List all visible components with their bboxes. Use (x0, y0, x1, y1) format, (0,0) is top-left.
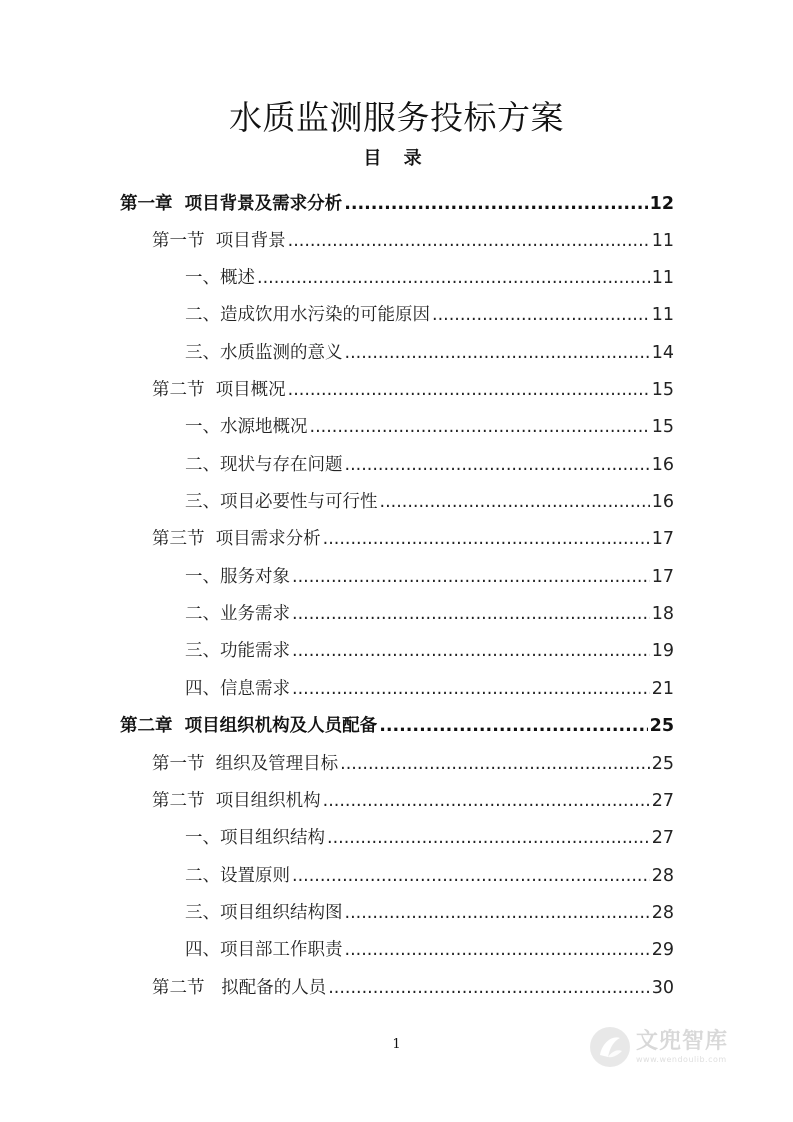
toc-entry-subsection[interactable] (185, 483, 674, 513)
toc-leader-dots (292, 566, 650, 588)
toc-entry-subsection[interactable] (185, 632, 674, 662)
toc-entry-subsection[interactable] (185, 894, 674, 924)
toc-entry-subsection[interactable] (185, 558, 674, 588)
toc-entry-page: 27 (651, 828, 674, 848)
toc-entry-page: 28 (651, 903, 674, 923)
toc-leader-dots (292, 865, 650, 887)
toc-heading: 目 录 (363, 148, 430, 169)
toc-entry-subsection[interactable] (185, 931, 674, 961)
toc-entry-label: 第一节 项目背景 (152, 231, 286, 251)
toc-leader-dots (380, 491, 650, 513)
toc-leader-dots (323, 528, 650, 550)
toc-entry-label: 一、水源地概况 (185, 417, 308, 437)
toc-entry-label: 一、服务对象 (185, 567, 290, 587)
toc-entry-label: 二、现状与存在问题 (185, 455, 343, 475)
toc-entry-subsection[interactable] (185, 819, 674, 849)
toc-leader-dots (379, 715, 647, 737)
toc-leader-dots (257, 267, 650, 289)
toc-entry-label: 三、项目必要性与可行性 (185, 492, 378, 512)
toc-leader-dots (432, 304, 650, 326)
wendou-logo-icon (588, 1025, 632, 1069)
toc-entry-label: 一、概述 (185, 268, 255, 288)
toc-entry-page: 11 (651, 268, 674, 288)
toc-leader-dots (327, 827, 650, 849)
toc-entry-page: 25 (649, 716, 674, 736)
toc-leader-dots (345, 939, 650, 961)
toc-leader-dots (292, 640, 650, 662)
toc-entry-subsection[interactable] (185, 296, 674, 326)
page-title: 水质监测服务投标方案 (229, 98, 564, 137)
toc-entry-label: 一、项目组织结构 (185, 828, 325, 848)
toc-entry-subsection[interactable] (185, 670, 674, 700)
toc-entry-subsection[interactable] (185, 259, 674, 289)
toc-entry-section[interactable] (152, 782, 674, 812)
toc-entry-page: 14 (651, 343, 674, 363)
toc-entry-section[interactable] (152, 520, 674, 550)
toc-leader-dots (323, 790, 650, 812)
toc-entry-label: 第二节 项目组织机构 (152, 791, 321, 811)
toc-entry-page: 17 (651, 529, 674, 549)
toc-entry-label: 第二章 项目组织机构及人员配备 (120, 716, 378, 736)
toc-entry-chapter-2[interactable] (120, 707, 674, 737)
watermark (588, 1022, 728, 1072)
toc-entry-page: 15 (651, 380, 674, 400)
toc-entry-page: 16 (651, 455, 674, 475)
toc-entry-label: 三、功能需求 (185, 641, 290, 661)
watermark-text: 文兜智库 (636, 1029, 729, 1054)
toc-entry-subsection[interactable] (185, 595, 674, 625)
toc-entry-section[interactable] (152, 371, 674, 401)
toc-leader-dots (292, 603, 650, 625)
toc-entry-label: 第一章 项目背景及需求分析 (120, 194, 343, 214)
toc-leader-dots (345, 902, 650, 924)
toc-entry-subsection[interactable] (185, 446, 674, 476)
toc-entry-label: 三、项目组织结构图 (185, 903, 343, 923)
toc-entry-page: 19 (651, 641, 674, 661)
toc-entry-page: 28 (651, 866, 674, 886)
toc-entry-label: 四、信息需求 (185, 679, 290, 699)
toc-entry-label: 第二节 拟配备的人员 (152, 978, 327, 998)
toc-entry-section[interactable] (152, 969, 674, 999)
toc-entry-label: 二、业务需求 (185, 604, 290, 624)
toc-entry-subsection[interactable] (185, 857, 674, 887)
toc-entry-page: 21 (651, 679, 674, 699)
toc-entry-page: 11 (651, 231, 674, 251)
toc-entry-page: 27 (651, 791, 674, 811)
toc-entry-page: 25 (651, 754, 674, 774)
toc-entry-label: 第一节 组织及管理目标 (152, 754, 339, 774)
toc-entry-label: 二、设置原则 (185, 866, 290, 886)
toc-leader-dots (292, 678, 650, 700)
toc-entry-page: 15 (651, 417, 674, 437)
toc-leader-dots (340, 753, 650, 775)
toc-entry-section[interactable] (152, 745, 674, 775)
toc-leader-dots (328, 977, 650, 999)
toc-entry-page: 16 (651, 492, 674, 512)
toc-leader-dots (344, 193, 647, 215)
toc-leader-dots (288, 230, 650, 252)
toc-entry-label: 第二节 项目概况 (152, 380, 286, 400)
toc-entry-label: 三、水质监测的意义 (185, 343, 343, 363)
toc-entry-chapter-1[interactable] (120, 185, 674, 215)
toc-entry-page: 30 (651, 978, 674, 998)
toc-entry-subsection[interactable] (185, 334, 674, 364)
toc-entry-page: 11 (651, 305, 674, 325)
toc-leader-dots (310, 416, 650, 438)
toc-leader-dots (288, 379, 650, 401)
toc-entry-label: 四、项目部工作职责 (185, 940, 343, 960)
watermark-url: www.wendoulib.com (636, 1055, 727, 1064)
page-number: 1 (392, 1037, 401, 1052)
toc-entry-page: 12 (649, 194, 674, 214)
toc-entry-label: 二、造成饮用水污染的可能原因 (185, 305, 430, 325)
toc-leader-dots (345, 342, 650, 364)
toc-entry-subsection[interactable] (185, 408, 674, 438)
toc-entry-label: 第三节 项目需求分析 (152, 529, 321, 549)
toc-entry-section[interactable] (152, 222, 674, 252)
toc-entry-page: 29 (651, 940, 674, 960)
toc-entry-page: 18 (651, 604, 674, 624)
toc-entry-page: 17 (651, 567, 674, 587)
toc-leader-dots (345, 454, 650, 476)
